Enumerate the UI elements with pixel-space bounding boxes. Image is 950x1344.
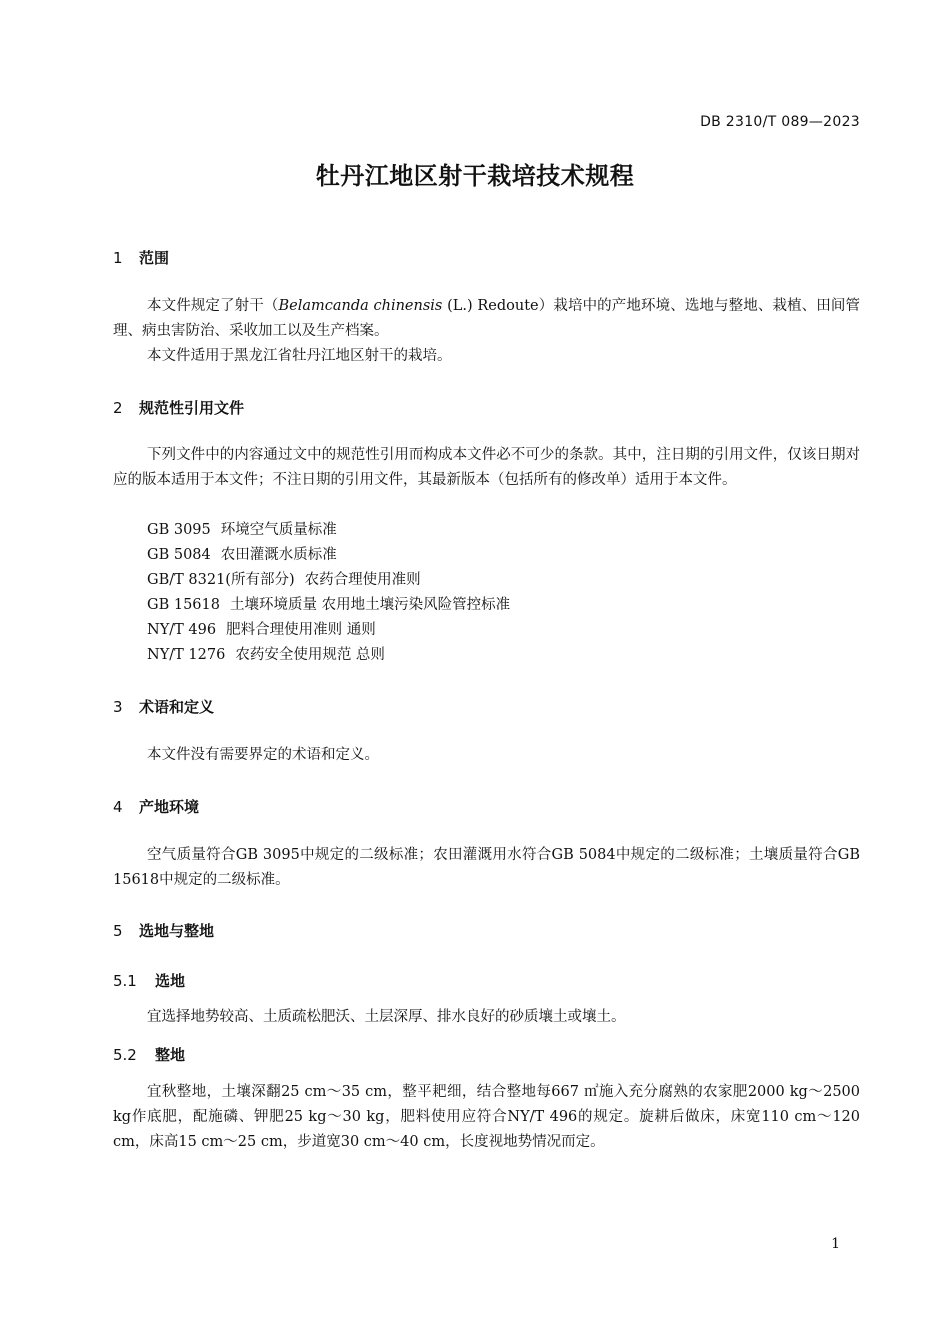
section-title: 选地 (155, 972, 186, 990)
page-title: 牡丹江地区射干栽培技术规程 (315, 162, 635, 190)
reference-name: 农药合理使用准则 (304, 572, 421, 588)
section-3-heading (113, 696, 214, 717)
section-title: 范围 (139, 249, 170, 267)
section-4-paragraph-1: 空气质量符合GB 3095中规定的二级标准；农田灌溉用水符合GB 5084中规定的二级标准；土壤质量符合GB 15618中规定的二级标准。 (113, 847, 860, 888)
reference-code: GB/T 8321(所有部分) (147, 572, 295, 588)
reference-code: NY/T 1276 (147, 647, 226, 663)
section-number: 5.1 (113, 972, 137, 990)
reference-item (147, 618, 376, 643)
reference-name: 农药安全使用规范 总则 (235, 647, 385, 663)
section-title: 产地环境 (139, 798, 200, 816)
reference-code: GB 5084 (147, 547, 211, 563)
reference-name: 肥料合理使用准则 通则 (226, 622, 376, 638)
section-5-heading (113, 920, 214, 941)
section-1-heading (113, 247, 169, 268)
reference-code: NY/T 496 (147, 622, 217, 638)
section-1-paragraph-2: 本文件适用于黑龙江省牡丹江地区射干的栽培。 (147, 348, 452, 364)
section-1-paragraph-1 (113, 294, 860, 344)
reference-name: 农田灌溉水质标准 (220, 547, 337, 563)
section-number: 3 (113, 698, 123, 716)
text-run: 本文件规定了射干（ (147, 298, 279, 314)
reference-item (147, 643, 385, 668)
section-3-paragraph-1: 本文件没有需要界定的术语和定义。 (147, 747, 379, 763)
reference-name: 环境空气质量标准 (220, 522, 337, 538)
section-title: 规范性引用文件 (139, 399, 245, 417)
section-5-2-paragraph-1: 宜秋整地，土壤深翻25 cm～35 cm，整平耙细，结合整地每667 ㎡施入充分腐熟的农家肥2000 kg～2500 kg作底肥，配施磷、钾肥25 kg～30 kg，肥料使用应符合NY/T 496的规定。旋耕后做床，床宽110 cm～120 cm，床高15 cm～25 cm，步道宽30 cm～40 cm，长度视地势情况而定。 (113, 1084, 860, 1150)
reference-item (147, 518, 337, 543)
section-title: 整地 (155, 1046, 186, 1064)
section-number: 5.2 (113, 1046, 137, 1064)
section-title: 术语和定义 (139, 698, 215, 716)
section-number: 5 (113, 922, 123, 940)
section-2-heading (113, 397, 244, 418)
section-4-heading (113, 796, 199, 817)
text-run: (L.) Redoute）栽培中的产地环境、选地与整地、栽植、田间管理、病虫害防治、采收加工以及生产档案。 (113, 298, 861, 339)
section-5-1-paragraph-1: 宜选择地势较高、土质疏松肥沃、土层深厚、排水良好的砂质壤土或壤土。 (147, 1009, 626, 1025)
reference-name: 土壤环境质量 农用地土壤污染风险管控标准 (229, 597, 511, 613)
section-number: 2 (113, 399, 123, 417)
reference-code: GB 3095 (147, 522, 211, 538)
section-number: 1 (113, 249, 123, 267)
latin-name: Belamcanda chinensis (278, 298, 443, 314)
reference-item (147, 543, 337, 568)
reference-code: GB 15618 (147, 597, 220, 613)
page-number: 1 (831, 1236, 840, 1252)
section-title: 选地与整地 (139, 922, 215, 940)
section-number: 4 (113, 798, 123, 816)
section-2-paragraph-1: 下列文件中的内容通过文中的规范性引用而构成本文件必不可少的条款。其中，注日期的引用文件，仅该日期对应的版本适用于本文件；不注日期的引用文件，其最新版本（包括所有的修改单）适用于本文件。 (113, 447, 860, 488)
reference-item (147, 568, 421, 593)
document-code: DB 2310/T 089—2023 (700, 114, 860, 130)
reference-item (147, 593, 510, 618)
section-5-2-heading (113, 1044, 185, 1065)
section-5-1-heading (113, 970, 185, 991)
